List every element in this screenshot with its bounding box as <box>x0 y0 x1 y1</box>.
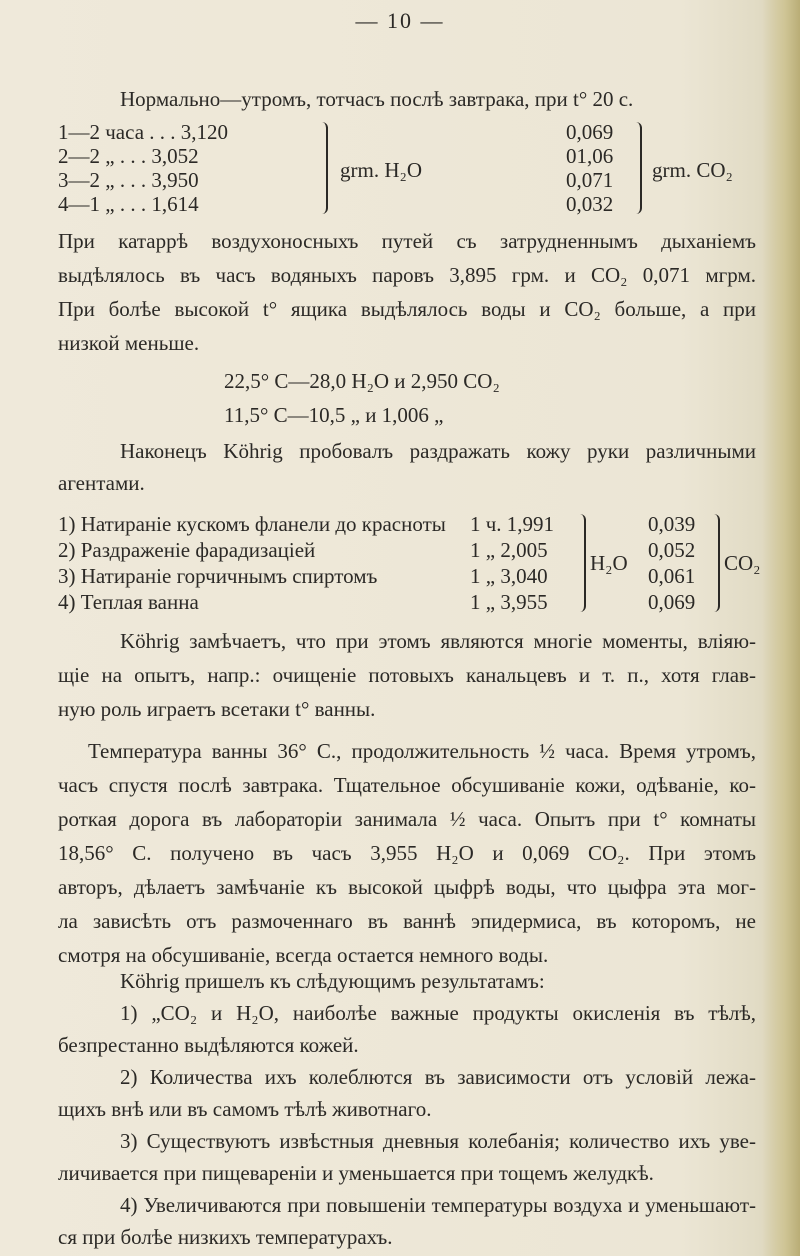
unit-co2: grm. CO₂ <box>652 158 733 182</box>
paragraph-line: выдѣлялось въ часъ водяныхъ паровъ 3,895 грм. и CO₂ 0,071 мгрм. <box>58 263 756 287</box>
table-row-co2: 0,032 <box>566 192 614 216</box>
brace-water <box>576 514 586 612</box>
table-row-co2: 0,071 <box>566 168 614 192</box>
unit-water: H₂O <box>590 551 628 575</box>
paragraph-line: 3) Существуютъ извѣстныя дневныя колебанія; количество ихъ уве- <box>120 1129 756 1153</box>
table-row-agent: 3) Натираніе горчичнымъ спиртомъ <box>58 564 378 588</box>
paragraph-line: ную роль играетъ всетаки t° ванны. <box>58 697 376 721</box>
paragraph-line: смотря на обсушиваніе, всегда остается немного воды. <box>58 943 549 967</box>
paragraph-line: авторъ, дѣлаетъ замѣчаніе къ высокой цыфрѣ воды, что цыфра эта мог- <box>58 875 756 899</box>
table-row-agent: 2) Раздраженіе фарадизаціей <box>58 538 316 562</box>
paragraph-line: 1) „CO₂ и H₂O, наиболѣе важные продукты окисленія въ тѣлѣ, <box>120 1001 756 1025</box>
paragraph-line: 4) Увеличиваются при повышеніи температуры воздуха и уменьшают- <box>120 1193 756 1217</box>
paragraph-line: ла зависѣть отъ размоченнаго въ ваннѣ эпидермиса, въ которомъ, не <box>58 909 756 933</box>
paragraph-line: Наконецъ Köhrig пробовалъ раздражать кожу руки различными <box>120 439 756 463</box>
unit-co2: CO₂ <box>724 551 761 575</box>
paragraph-line: 18,56° C. получено въ часъ 3,955 H₂O и 0,069 CO₂. При этомъ <box>58 841 756 865</box>
table-row-time: 3—2 „ . . . 3,950 <box>58 168 199 192</box>
table-row-water: 1 ч. 1,991 <box>470 512 555 536</box>
table-row-time: 4—1 „ . . . 1,614 <box>58 192 199 216</box>
table-row-co2: 0,061 <box>648 564 696 588</box>
table-row-water: 1 „ 2,005 <box>470 538 548 562</box>
paragraph-line: часъ спустя послѣ завтрака. Тщательное обсушиваніе кожи, одѣваніе, ко- <box>58 773 756 797</box>
page-edge-shadow <box>762 0 800 1256</box>
page-number: — 10 — <box>355 8 445 33</box>
brace-water <box>318 122 328 214</box>
table-row-co2: 0,039 <box>648 512 696 536</box>
paragraph-line: Köhrig пришелъ къ слѣдующимъ результатамъ: <box>120 969 545 993</box>
paragraph-line: Температура ванны 36° C., продолжительность ½ часа. Время утромъ, <box>88 739 756 763</box>
paragraph-line: агентами. <box>58 471 145 495</box>
table-row-water: 1 „ 3,955 <box>470 590 548 614</box>
table-row-agent: 1) Натираніе кускомъ фланели до красноты <box>58 512 446 536</box>
paragraph-line: роткая дорога въ лабораторіи занимала ½ часа. Опытъ при t° комнаты <box>58 807 756 831</box>
paragraph-line: щихъ внѣ или въ самомъ тѣлѣ животнаго. <box>58 1097 432 1121</box>
unit-water: grm. H₂O <box>340 158 422 182</box>
table-row-time: 2—2 „ . . . 3,052 <box>58 144 199 168</box>
table-row-time: 1—2 часа . . . 3,120 <box>58 120 229 144</box>
table-row-co2: 01,06 <box>566 144 614 168</box>
table-row-co2: 0,052 <box>648 538 696 562</box>
table-row-co2: 0,069 <box>566 120 614 144</box>
paragraph-line: При катаррѣ воздухоносныхъ путей съ затрудненнымъ дыханіемъ <box>58 229 756 253</box>
brace-co2 <box>710 514 720 612</box>
table-row-agent: 4) Теплая ванна <box>58 590 199 614</box>
paragraph-line: 2) Количества ихъ колеблются въ зависимости отъ условій лежа- <box>120 1065 756 1089</box>
paragraph-line: ся при болѣе низкихъ температурахъ. <box>58 1225 393 1249</box>
temperature-line: 11,5° C—10,5 „ и 1,006 „ <box>224 403 444 427</box>
intro-line: Нормально—утромъ, тотчасъ послѣ завтрака, при t° 20 с. <box>120 87 634 111</box>
paragraph-line: низкой меньше. <box>58 331 200 355</box>
paragraph-line: Köhrig замѣчаетъ, что при этомъ являются многіе моменты, вліяю- <box>120 629 756 653</box>
table-row-water: 1 „ 3,040 <box>470 564 548 588</box>
table-row-co2: 0,069 <box>648 590 696 614</box>
brace-co2 <box>632 122 642 214</box>
temperature-line: 22,5° C—28,0 H₂O и 2,950 CO₂ <box>224 369 500 393</box>
paragraph-line: личивается при пищевареніи и уменьшается при тощемъ желудкѣ. <box>58 1161 654 1185</box>
paragraph-line: безпрестанно выдѣляются кожей. <box>58 1033 359 1057</box>
paragraph-line: щіе на опытъ, напр.: очищеніе потовыхъ канальцевъ и т. п., хотя глав- <box>58 663 756 687</box>
paragraph-line: При болѣе высокой t° ящика выдѣлялось воды и CO₂ больше, а при <box>58 297 756 321</box>
